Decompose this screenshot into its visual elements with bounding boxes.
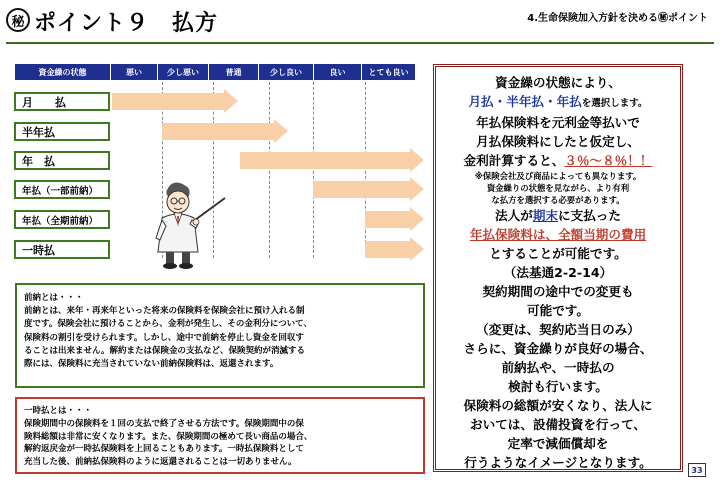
lump-sum-note-box	[15, 397, 425, 474]
prepayment-note-line: ることは出来ません。解約または保険金の支払など、保険契約が消滅する	[24, 345, 306, 356]
prepayment-note-box	[15, 283, 425, 388]
explanation-line: さらに、資金繰りが良好の場合、	[463, 341, 653, 356]
row-label-annual: 年 払	[14, 151, 110, 170]
chart-header-label: 資金繰の状態	[15, 64, 111, 80]
explanation-text: に支払った	[558, 208, 621, 223]
explanation-line	[440, 151, 676, 170]
level-0: 悪い	[111, 64, 158, 80]
explanation-line: （変更は、契約応当日のみ）	[476, 322, 640, 337]
prepayment-note-title: 前納とは・・・	[24, 293, 84, 303]
explanation-text: を選択します。	[581, 98, 648, 109]
explanation-line: 前納払や、一時払の	[501, 360, 615, 375]
level-1: 少し悪い	[158, 64, 209, 80]
prepayment-note-line: 前納とは、来年・再来年といった将来の保険料を保険会社に預け入れる制	[24, 306, 305, 317]
explanation-line: 検討も行います。	[508, 379, 608, 394]
title-divider	[6, 42, 714, 44]
lump-sum-note-line: 保険期間中の保険料を１回の支払で終了させる方法です。保険期間中の保	[24, 418, 304, 429]
row-label-semiannual: 半年払	[14, 122, 110, 141]
interest-rate-highlight: ３％～８％！！	[564, 153, 653, 168]
row-label-lump-sum: 一時払	[14, 240, 110, 259]
explanation-footnote: ※保険会社及び商品によっても異なります。	[474, 171, 642, 181]
lump-sum-note-line: 充当した後、前納払保険料のように返還されることは一切ありません。	[24, 457, 297, 468]
explanation-text: 金利計算すると、	[463, 153, 565, 168]
explanation-text: 法人が	[495, 208, 533, 223]
explanation-line: 契約期間の途中での変更も	[482, 284, 634, 299]
period-end-highlight: 期末	[532, 208, 558, 223]
page-number: 33	[688, 463, 706, 477]
professor-pointer-illustration	[140, 180, 230, 270]
arrow-semiannual	[162, 119, 288, 143]
expense-highlight: 年払保険料は、全額当期の費用	[469, 227, 647, 242]
arrow-lump-sum	[365, 237, 424, 261]
payment-methods-highlight: 月払・半年払・年払	[468, 94, 582, 109]
explanation-line: （法基通2-2-14）	[503, 265, 613, 280]
explanation-line: 可能です。	[527, 303, 589, 318]
explanation-line: とすることが可能です。	[489, 246, 627, 261]
explanation-line: 行うようなイメージとなります。	[464, 455, 652, 470]
chart-header	[15, 64, 416, 80]
explanation-line: おいては、設備投資を行って、	[469, 417, 647, 432]
row-label-monthly: 月 払	[14, 92, 110, 111]
explanation-line: 年払保険料を元利金等払いで	[476, 115, 640, 130]
arrow-monthly	[112, 89, 238, 113]
level-3: 少し良い	[259, 64, 314, 80]
level-2: 普通	[209, 64, 259, 80]
arrow-annual	[240, 148, 424, 172]
explanation-line	[440, 206, 676, 225]
arrow-annual-partial-prepaid	[313, 177, 424, 201]
lump-sum-note-line: 険料総額は非常に安くなります。また、保険期間の極めて長い商品の場合、	[24, 431, 313, 442]
arrow-annual-full-prepaid	[365, 207, 424, 231]
explanation-footnote: 資金繰りの状態を見ながら、より有利	[486, 183, 630, 193]
lump-sum-note-line: 解約返戻金が一時払保険料を上回ることもあります。一時払保険料として	[24, 444, 304, 455]
row-label-annual-full-prepaid: 年払（全期前納）	[14, 210, 110, 229]
explanation-line	[440, 92, 676, 113]
secret-mark-icon: 秘	[6, 8, 30, 32]
explanation-line: 定率で減価償却を	[507, 436, 609, 451]
prepayment-note-line: 保険料の割引を受けられます。しかし、途中で前納を停止し資金を回収す	[24, 332, 304, 343]
prepayment-note-line: 際には、保険料に充当されていない前納保険料は、返還されます。	[24, 359, 279, 370]
explanation-footnote: な払方を選択する必要があります。	[491, 195, 625, 205]
explanation-line: 保険料の総額が安くなり、法人に	[463, 398, 653, 413]
explanation-line: 資金繰の状態により、	[495, 75, 621, 90]
prepayment-note-line: 度です。保険会社に預けることから、金利が発生し、その金利分について、	[24, 319, 312, 330]
level-4: 良い	[314, 64, 362, 80]
level-5: とても良い	[362, 64, 416, 80]
page-title: ポイント９ 払方	[34, 11, 219, 36]
explanation-box	[433, 64, 683, 472]
lump-sum-note-title: 一時払とは・・・	[24, 406, 93, 416]
row-label-annual-partial-prepaid: 年払（一部前納）	[14, 180, 110, 199]
explanation-line: 月払保険料にしたと仮定し、	[476, 134, 640, 149]
section-title: 4.生命保険加入方針を決める㊙ポイント	[527, 13, 708, 24]
